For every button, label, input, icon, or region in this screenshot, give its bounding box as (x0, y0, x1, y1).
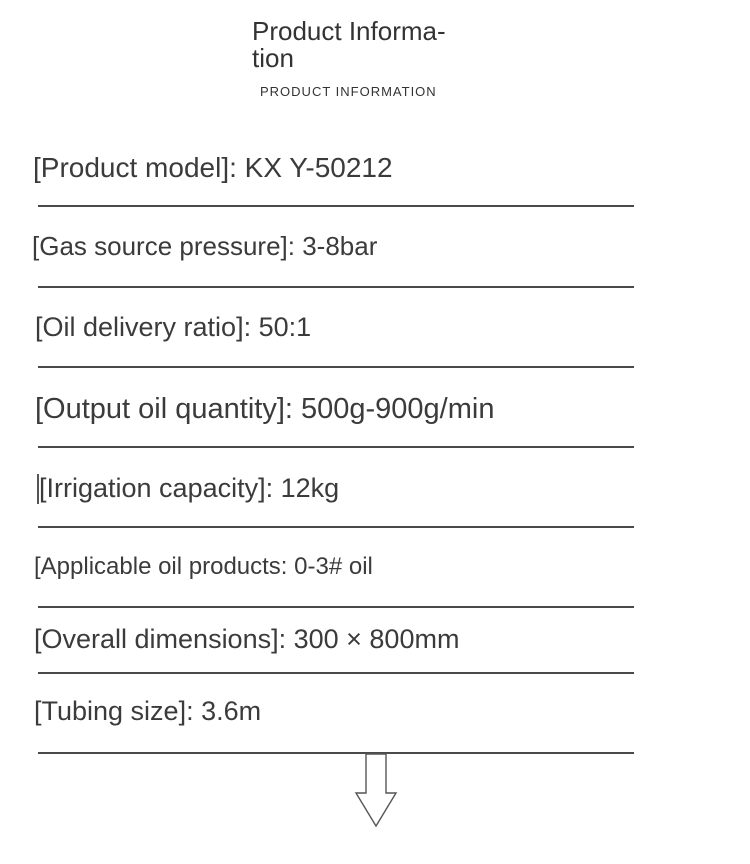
divider (38, 446, 634, 448)
page-title: Product Informa- tion (252, 16, 446, 73)
spec-irrigation-capacity: [Irrigation capacity]: 12kg (39, 473, 340, 503)
divider (38, 672, 634, 674)
spec-oil-delivery-ratio: [Oil delivery ratio]: 50:1 (35, 312, 312, 342)
divider (38, 526, 634, 528)
spec-product-model: [Product model]: KX Y-50212 (33, 152, 393, 183)
title-block (252, 18, 472, 72)
down-arrow-icon (354, 753, 398, 834)
page-subtitle: PRODUCT INFORMATION (260, 84, 437, 99)
spec-output-oil-quantity: [Output oil quantity]: 500g-900g/min (35, 393, 495, 425)
divider (38, 752, 634, 754)
divider (38, 606, 634, 608)
spec-overall-dimensions: [Overall dimensions]: 300 × 800mm (34, 624, 460, 654)
spec-gas-source-pressure: [Gas source pressure]: 3-8bar (32, 231, 378, 261)
divider (38, 286, 634, 288)
spec-applicable-oil-products: [Applicable oil products: 0-3# oil (34, 553, 373, 580)
spec-tubing-size: [Tubing size]: 3.6m (34, 696, 262, 726)
divider (38, 205, 634, 207)
divider (38, 366, 634, 368)
